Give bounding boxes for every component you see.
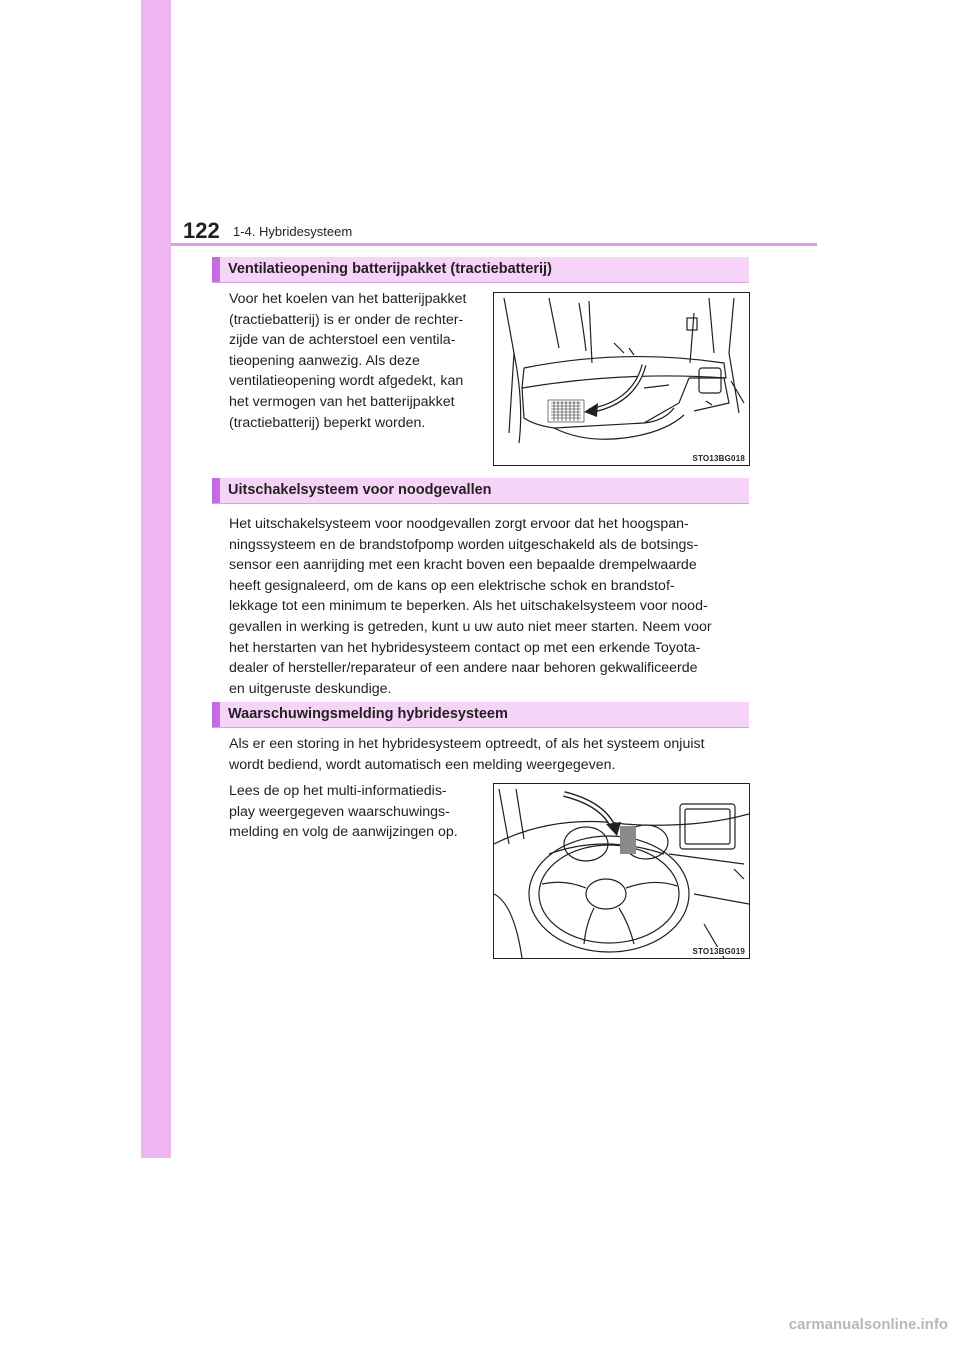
watermark: carmanualsonline.info [788,1316,948,1333]
section-underline [212,503,749,504]
header-rule [171,243,817,246]
section-heading-text: Uitschakelsysteem voor noodgevallen [228,482,492,498]
text-line: wordt bediend, wordt automatisch een melding weergegeven. [229,756,616,773]
text-line: en uitgeruste deskundige. [229,680,392,697]
text-line: Het uitschakelsysteem voor noodgevallen zorgt ervoor dat het hoogspan- [229,516,689,532]
steering-wheel-illustration [493,783,750,959]
text-line: (tractiebatterij) is er onder de rechter- [229,311,464,328]
text-line: ventilatieopening wordt afgedekt, kan [229,373,464,390]
emergency-paragraph [229,514,745,699]
text-line: Voor het koelen van het batterijpakket [229,291,467,307]
text-line: Als er een storing in het hybridesysteem optreedt, of als het systeem onjuist [229,736,705,752]
text-line: gevallen in werking is getreden, kunt u uw auto niet meer starten. Neem voor [229,618,712,635]
text-line: play weergegeven waarschuwings- [229,803,450,820]
text-line: Lees de op het multi-informatiedis- [229,783,447,799]
rear-seat-drawing [494,293,749,465]
side-tab-bar [141,0,171,1158]
section-heading-emergency [212,478,749,503]
chapter-title: 1-4. Hybridesysteem [233,224,353,239]
rear-seat-vent-illustration [493,292,750,466]
section-heading-text: Ventilatieopening batterijpakket (tractiebatterij) [228,261,552,277]
section-underline [212,727,749,728]
warning-instruction-paragraph [229,781,477,843]
text-line: het herstarten van het hybridesysteem contact op met een erkende Toyota- [229,639,701,656]
section-heading-warning [212,702,749,727]
section-underline [212,282,749,283]
text-line: het vermogen van het batterijpakket [229,393,455,410]
text-line: sensor een aanrijding met een kracht boven een bepaalde drempelwaarde [229,557,697,574]
text-line: lekkage tot een minimum te beperken. Als het uitschakelsysteem voor nood- [229,598,708,615]
text-line: tieopening aanwezig. Als deze [229,352,420,369]
section-heading-ventilation [212,257,749,282]
text-line: heeft gesignaleerd, om de kans op een elektrische schok en brandstof- [229,577,675,594]
page-number: 122 [183,218,220,243]
warning-paragraph [229,734,745,775]
text-line: dealer of hersteller/reparateur of een andere naar behoren gekwalificeerde [229,660,698,677]
text-line: ningssysteem en de brandstofpomp worden uitgeschakeld als de botsings- [229,536,699,553]
text-line: zijde van de achterstoel een ventila- [229,332,456,349]
ventilation-paragraph [229,289,477,433]
dashboard-drawing [494,784,749,958]
figure-code: STO13BG019 [692,947,745,956]
section-heading-text: Waarschuwingsmelding hybridesysteem [228,706,508,722]
text-line: (tractiebatterij) beperkt worden. [229,414,426,431]
text-line: melding en volg de aanwijzingen op. [229,824,458,841]
figure-code: STO13BG018 [692,454,745,463]
